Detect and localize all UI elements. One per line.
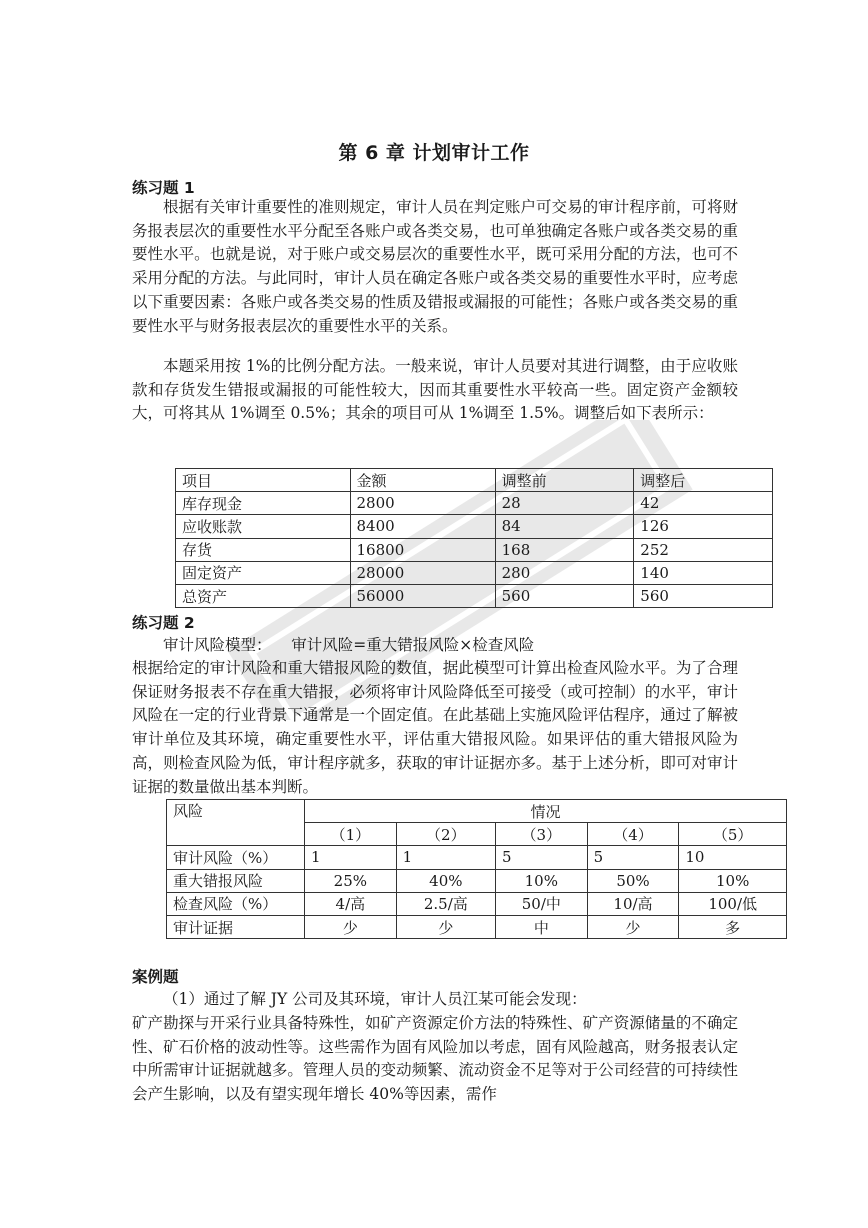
exercise-2-paragraph: 根据给定的审计风险和重大错报风险的数值，据此模型可计算出检查风险水平。为了合理保证财务报表不存在重大错报，必须将审计风险降低至可接受（或可控制）的水平，审计风险在一定的行业背景下通常是一个固定值。在此基础上实施风险评估程序，通过了解被审计单位及其环境，确定重要性水平，评估重大错报风险。如果评估的重大错报风险为高，则检查风险为低，审计程序就多，获取的审计证据亦多。基于上述分析，即可对审计证据的数量做出基本判断。 <box>132 659 738 796</box>
table-cell: 总资产 <box>176 584 351 607</box>
table-cell: 10/高 <box>587 892 679 915</box>
table-header-row <box>176 469 773 492</box>
table-cell: 应收账款 <box>176 515 351 538</box>
group-header-cell: 情况 <box>305 800 787 823</box>
case-header-cell: （2） <box>396 823 495 846</box>
table-row <box>167 892 787 915</box>
table-row <box>176 538 773 561</box>
table-header-row <box>167 800 787 823</box>
exercise-2-heading: 练习题 2 <box>132 614 195 632</box>
table-row <box>167 846 787 869</box>
header-cell: 调整后 <box>634 469 773 492</box>
table-cell: 少 <box>305 915 397 938</box>
table-cell: 10 <box>679 846 787 869</box>
table-row <box>176 515 773 538</box>
table-cell: 10% <box>679 869 787 892</box>
table-cell: 84 <box>495 515 634 538</box>
table-cell: 1 <box>305 846 397 869</box>
table-row <box>176 561 773 584</box>
table-cell: 280 <box>495 561 634 584</box>
table-cell: 560 <box>634 584 773 607</box>
table-cell: 40% <box>396 869 495 892</box>
table-row <box>167 915 787 938</box>
table-cell: 4/高 <box>305 892 397 915</box>
audit-risk-table <box>166 799 787 939</box>
header-cell: 调整前 <box>495 469 634 492</box>
case-study-paragraph-1: （1）通过了解 JY 公司及其环境，审计人员江某可能会发现： <box>163 990 587 1008</box>
row-label-cell: 重大错报风险 <box>167 869 305 892</box>
table-cell: 42 <box>634 492 773 515</box>
table-cell: 126 <box>634 515 773 538</box>
table-cell: 100/低 <box>679 892 787 915</box>
table-cell: 50/中 <box>495 892 587 915</box>
header-cell: 项目 <box>176 469 351 492</box>
case-header-cell: （4） <box>587 823 679 846</box>
table-cell: 少 <box>396 915 495 938</box>
case-study-paragraph-2: 矿产勘探与开采行业具备特殊性，如矿产资源定价方法的特殊性、矿产资源储量的不确定性、矿石价格的波动性等。这些需作为固有风险加以考虑，固有风险越高，财务报表认定中所需审计证据就越多。管理人员的变动频繁、流动资金不足等对于公司经营的可持续性会产生影响，以及有望实现年增长 40%等因素，需作 <box>132 1014 738 1104</box>
table-cell: 50% <box>587 869 679 892</box>
row-label-cell: 审计风险（%） <box>167 846 305 869</box>
table-cell: 2.5/高 <box>396 892 495 915</box>
corner-cell: 风险 <box>167 800 305 846</box>
case-header-cell: （1） <box>305 823 397 846</box>
table-cell: 28000 <box>350 561 495 584</box>
table-cell: 56000 <box>350 584 495 607</box>
table-cell: 中 <box>495 915 587 938</box>
table-cell: 28 <box>495 492 634 515</box>
table-cell: 16800 <box>350 538 495 561</box>
chapter-title: 第 6 章 计划审计工作 <box>338 142 530 164</box>
table-cell: 2800 <box>350 492 495 515</box>
table-cell: 5 <box>587 846 679 869</box>
exercise-1-heading: 练习题 1 <box>132 179 195 197</box>
header-cell: 金额 <box>350 469 495 492</box>
case-header-cell: （5） <box>679 823 787 846</box>
table-cell: 1 <box>396 846 495 869</box>
risk-model-line <box>132 634 738 658</box>
table-cell: 25% <box>305 869 397 892</box>
table-row <box>167 869 787 892</box>
table-cell: 多 <box>679 915 787 938</box>
table-row <box>176 584 773 607</box>
table-cell: 252 <box>634 538 773 561</box>
table-cell: 固定资产 <box>176 561 351 584</box>
table-cell: 140 <box>634 561 773 584</box>
exercise-1-paragraph-1: 根据有关审计重要性的准则规定，审计人员在判定账户可交易的审计程序前，可将财务报表层次的重要性水平分配至各账户或各类交易，也可单独确定各账户或各类交易的重要性水平。也就是说，对于账户或交易层次的重要性水平，既可采用分配的方法，也可不采用分配的方法。与此同时，审计人员在确定各账户或各类交易的重要性水平时，应考虑以下重要因素：各账户或各类交易的性质及错报或漏报的可能性；各账户或各类交易的重要性水平与财务报表层次的重要性水平的关系。 <box>132 198 738 335</box>
risk-model-formula: 审计风险=重大错报风险×检查风险 <box>291 636 535 654</box>
table-cell: 少 <box>587 915 679 938</box>
materiality-allocation-table <box>175 468 773 608</box>
table-row <box>176 492 773 515</box>
risk-model-label: 审计风险模型： <box>163 636 272 654</box>
table-cell: 168 <box>495 538 634 561</box>
row-label-cell: 检查风险（%） <box>167 892 305 915</box>
exercise-1-paragraph-2: 本题采用按 1%的比例分配方法。一般来说，审计人员要对其进行调整，由于应收账款和存货发生错报或漏报的可能性较大，因而其重要性水平较高一些。固定资产金额较大，可将其从 1%调至 0.5%；其余的项目可从 1%调至 1.5%。调整后如下表所示： <box>132 357 738 423</box>
table-cell: 存货 <box>176 538 351 561</box>
case-study-heading: 案例题 <box>132 968 179 986</box>
row-label-cell: 审计证据 <box>167 915 305 938</box>
table-cell: 8400 <box>350 515 495 538</box>
table-cell: 库存现金 <box>176 492 351 515</box>
table-cell: 560 <box>495 584 634 607</box>
table-cell: 5 <box>495 846 587 869</box>
case-header-cell: （3） <box>495 823 587 846</box>
table-cell: 10% <box>495 869 587 892</box>
